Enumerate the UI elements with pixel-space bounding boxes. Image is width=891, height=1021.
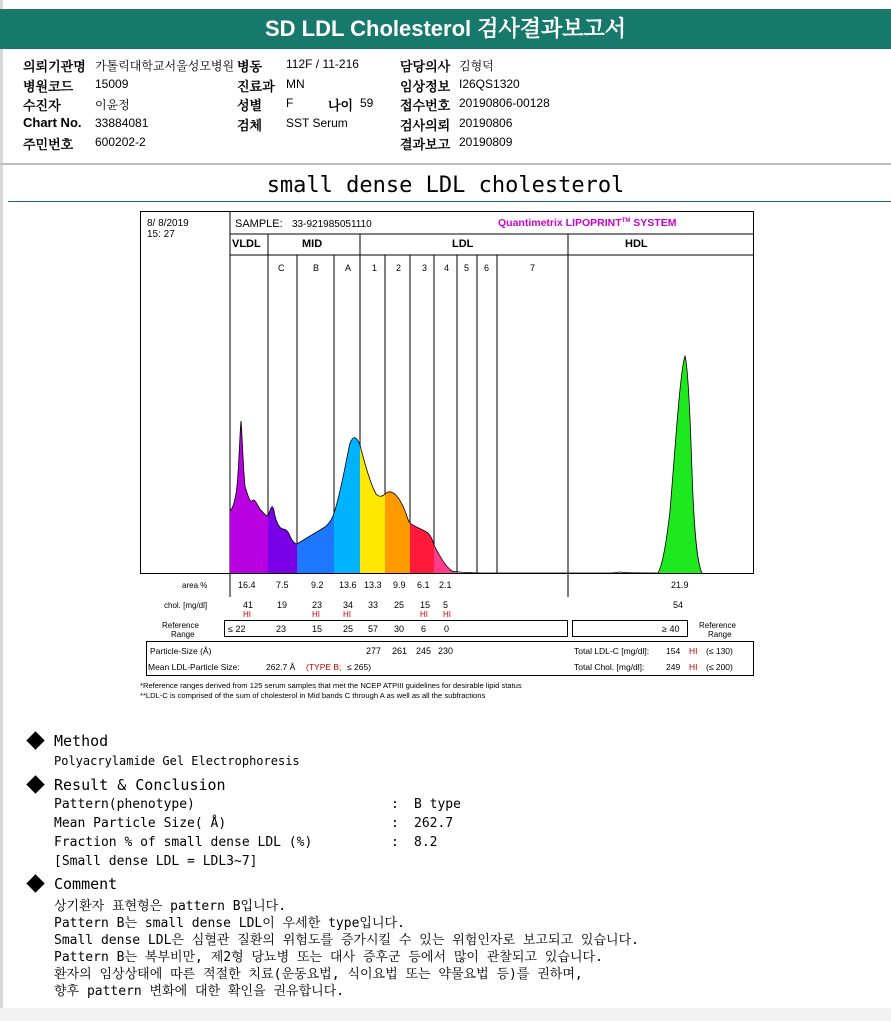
area-4: 2.1 (439, 580, 452, 590)
mean-size-ref: ≤ 265) (347, 662, 372, 672)
field-value: 20190806-00128 (459, 96, 550, 110)
field-value: F (286, 96, 294, 110)
field-key: 접수번호 (400, 98, 451, 113)
field-value: I26QS1320 (459, 77, 520, 91)
field-key: 성별 (237, 98, 263, 113)
section-rule (8, 201, 891, 202)
result-value-fraction: 8.2 (414, 835, 438, 850)
group-vldl: VLDL (232, 238, 261, 250)
area-label: area % (182, 581, 208, 590)
total-ldl-value: 154 (666, 646, 681, 656)
result-label-pattern: Pattern(phenotype) (54, 797, 195, 812)
field-key: 수진자 (23, 98, 61, 113)
field-key: Chart No. (23, 115, 82, 130)
comment-heading: Comment (54, 875, 118, 893)
ref-hdl: ≥ 40 (662, 624, 680, 634)
comment-line: 향후 pattern 변화에 대한 확인을 권유합니다. (54, 984, 345, 999)
total-chol-flag: HI (689, 662, 698, 672)
chol-3: 15 (420, 600, 431, 610)
sample-label: SAMPLE: (235, 218, 283, 230)
result-note: [Small dense LDL = LDL3~7] (54, 854, 258, 869)
comment-line: Pattern B는 복부비만, 제2형 당뇨병 또는 대사 증후군 등에서 많이 관찰되고 있습니다. (54, 950, 603, 965)
band-a: A (345, 263, 352, 273)
band-1: 1 (372, 263, 378, 273)
total-chol-ref: (≤ 200) (706, 662, 733, 672)
area-a: 13.6 (339, 580, 357, 590)
field-key: 임상정보 (400, 79, 451, 94)
chol-1: 33 (368, 600, 379, 610)
field-key: 진료과 (237, 79, 275, 94)
particle-size-label: Particle-Size (Å) (150, 646, 212, 656)
comment-line: Pattern B는 small dense LDL이 우세한 type입니다. (54, 916, 405, 931)
particle-4: 230 (438, 646, 454, 656)
ref-b: 15 (312, 624, 323, 634)
result-label-mean: Mean Particle Size( Å) (54, 816, 227, 831)
report-title: SD LDL Cholesterol 검사결과보고서 (0, 9, 891, 49)
ref-1: 57 (368, 624, 379, 634)
ref-c: 23 (276, 624, 287, 634)
group-ldl: LDL (452, 238, 474, 250)
chol-4: 5 (443, 600, 449, 610)
field-value: 59 (360, 96, 374, 110)
area-b: 9.2 (311, 580, 324, 590)
field-key: 병원코드 (23, 79, 74, 94)
area-vldl: 16.4 (238, 580, 256, 590)
mean-size-type: (TYPE B; (306, 662, 342, 672)
area-hdl: 21.9 (671, 580, 689, 590)
chol-a: 34 (343, 600, 354, 610)
chol-label: chol. [mg/dl] (164, 601, 208, 610)
total-chol-label: Total Chol. [mg/dl]: (574, 662, 645, 672)
comment-line: Small dense LDL은 심혈관 질환의 위험도를 증가시킬 수 있는 위험인자로 보고되고 있습니다. (54, 933, 639, 948)
report-time: 15: 27 (147, 229, 175, 240)
result-heading: Result & Conclusion (54, 776, 226, 794)
total-chol-value: 249 (666, 662, 681, 672)
field-key: 검체 (237, 118, 263, 133)
flag-vldl: HI (243, 610, 251, 619)
method-heading: Method (54, 732, 109, 750)
band-3: 3 (422, 263, 428, 273)
field-value: MN (286, 77, 305, 91)
comment-line: 환자의 임상상태에 따른 적절한 치료(운동요법, 식이요법 또는 약물요법 등)를 권하며, (54, 967, 583, 982)
lipoprint-figure (140, 211, 754, 705)
system-tm: TM (621, 218, 631, 224)
field-value: 33884081 (95, 116, 149, 130)
chol-c: 19 (277, 600, 288, 610)
ref-label-2: Range (171, 630, 195, 639)
result-sep: : (391, 835, 399, 850)
field-value: 20190809 (459, 135, 513, 149)
field-value: SST Serum (286, 116, 348, 130)
flag-4: HI (443, 610, 451, 619)
ref-a: 25 (343, 624, 354, 634)
ref-2: 30 (394, 624, 405, 634)
field-value: 600202-2 (95, 135, 146, 149)
area-3: 6.1 (417, 580, 430, 590)
group-hdl: HDL (625, 238, 648, 250)
method-text: Polyacrylamide Gel Electrophoresis (54, 754, 300, 768)
section-title: small dense LDL cholesterol (266, 173, 625, 198)
band-4: 4 (444, 263, 450, 273)
footnote-1: *Reference ranges derived from 125 serum samples that met the NCEP ATPIII guidelines for desirable lipid status (140, 681, 522, 690)
footnote-2: **LDL-C is comprised of the sum of cholesterol in Mid bands C through A as well as all the subfractions (140, 691, 486, 700)
report-date: 8/ 8/2019 (147, 218, 189, 229)
ref-3: 6 (421, 624, 427, 634)
particle-2: 261 (392, 646, 408, 656)
flag-b: HI (312, 610, 320, 619)
group-mid: MID (302, 238, 323, 250)
flag-a: HI (343, 610, 351, 619)
band-2: 2 (396, 263, 402, 273)
field-key: 나이 (328, 98, 354, 113)
info-divider (0, 163, 891, 165)
area-1: 13.3 (364, 580, 382, 590)
mean-size-label: Mean LDL-Particle Size: (148, 662, 240, 672)
field-key: 주민번호 (23, 137, 74, 152)
field-value: 이윤정 (95, 98, 130, 112)
total-ldl-ref: (≤ 130) (706, 646, 733, 656)
field-key: 결과보고 (400, 137, 451, 152)
field-key: 담당의사 (400, 59, 451, 74)
hdl-ref-label-2: Range (708, 630, 732, 639)
field-key: 병동 (237, 59, 263, 74)
chol-hdl: 54 (673, 600, 684, 610)
total-ldl-flag: HI (689, 646, 698, 656)
band-7: 7 (530, 263, 536, 273)
field-value: 20190806 (459, 116, 513, 130)
field-value: 가톨릭대학교서울성모병원 (95, 59, 235, 73)
flag-3: HI (420, 610, 428, 619)
chol-2: 25 (394, 600, 405, 610)
mean-size-value: 262.7 Å (266, 662, 296, 672)
lipoprint-report (140, 211, 754, 705)
ref-vldl: ≤ 22 (228, 624, 246, 634)
band-6: 6 (484, 263, 490, 273)
area-2: 9.9 (393, 580, 406, 590)
system-suffix: SYSTEM (630, 217, 677, 229)
result-value-pattern: B type (414, 797, 461, 812)
patient-info (0, 49, 891, 164)
field-value: 김형덕 (459, 59, 494, 73)
chol-b: 23 (312, 600, 323, 610)
result-sep: : (391, 797, 399, 812)
system-name-text: Quantimetrix LIPOPRINT (498, 217, 622, 229)
field-key: 의뢰기관명 (23, 59, 86, 74)
chol-vldl: 41 (243, 600, 254, 610)
result-value-mean: 262.7 (414, 816, 454, 831)
result-label-fraction: Fraction % of small dense LDL (%) (54, 835, 313, 850)
particle-3: 245 (416, 646, 432, 656)
comment-line: 상기환자 표현형은 pattern B입니다. (54, 899, 287, 914)
band-5: 5 (464, 263, 470, 273)
hdl-ref-label-1: Reference (699, 621, 736, 630)
total-ldl-label: Total LDL-C [mg/dl]: (574, 646, 650, 656)
band-b: B (313, 263, 320, 273)
field-value: 112F / 11-216 (286, 57, 359, 71)
ref-label-1: Reference (162, 621, 199, 630)
particle-1: 277 (366, 646, 382, 656)
result-sep: : (391, 816, 399, 831)
band-c: C (278, 263, 285, 273)
ref-4: 0 (444, 624, 450, 634)
area-c: 7.5 (276, 580, 289, 590)
field-key: 검사의뢰 (400, 118, 451, 133)
system-name (498, 217, 677, 229)
sample-id: 33-921985051110 (292, 219, 372, 230)
field-value: 15009 (95, 77, 129, 91)
